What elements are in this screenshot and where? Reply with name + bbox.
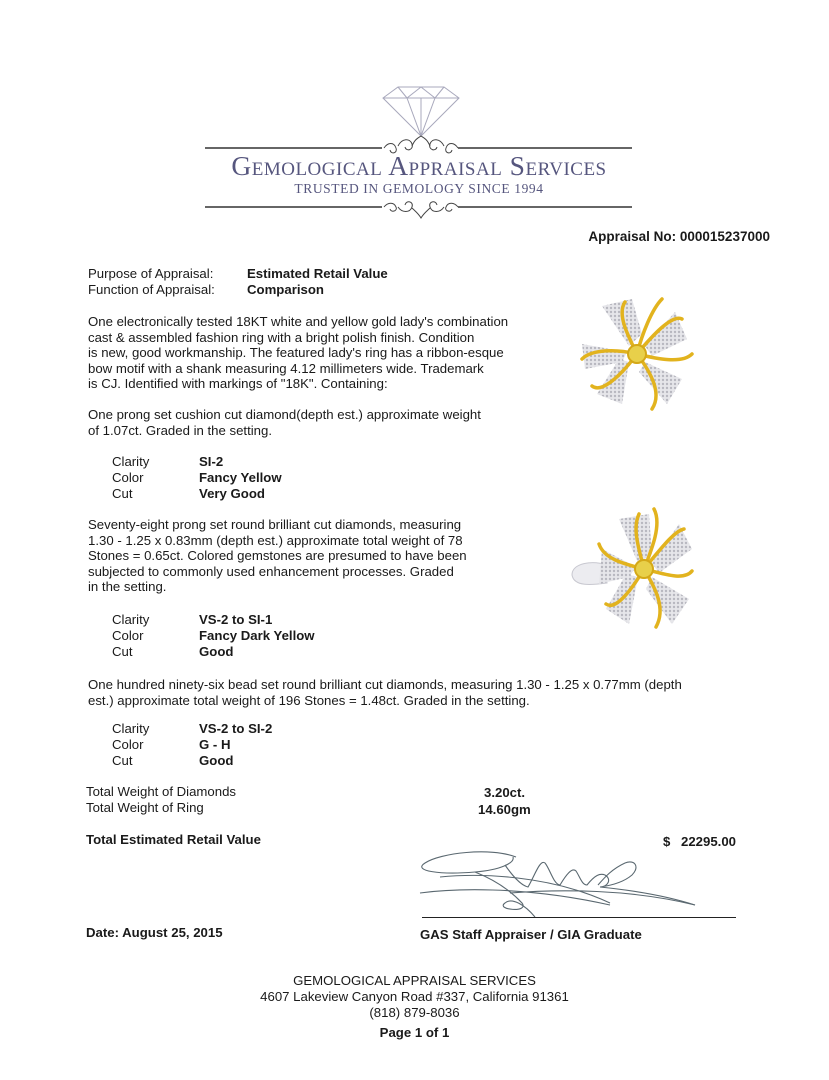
grade-value: Good (199, 753, 234, 768)
grade-value: Fancy Yellow (199, 470, 282, 485)
grade-label: Color (112, 628, 144, 643)
signature-line (422, 917, 736, 918)
grade-value: VS-2 to SI-1 (199, 612, 273, 627)
function-label: Function of Appraisal: (88, 282, 215, 297)
grade-label: Color (112, 470, 144, 485)
grade-label: Cut (112, 644, 133, 659)
grade-value: Good (199, 644, 234, 659)
total-ring-value: 14.60gm (478, 802, 531, 817)
grade-value: Fancy Dark Yellow (199, 628, 315, 643)
page-number: Page 1 of 1 (379, 1025, 450, 1040)
ring-description: One electronically tested 18KT white and yellow gold lady's combination cast & assembled fashion ring with a bright polish finish. Condition is new, good workmanship. The featured lady's ring has a ribbon-esque bow motif with a shank measuring 4.12 millimeters wide. Trademark is CJ. Identified with markings of "18K". Containing: (88, 314, 509, 391)
flourish-icon (384, 202, 458, 218)
stone-group-2-description: Seventy-eight prong set round brilliant cut diamonds, measuring 1.30 - 1.25 x 0.83mm (depth est.) approximate total weight of 78 Stones = 0.65ct. Colored gemstones are presumed to have been subjected to commonly used enhancement processes. Graded in the setting. (88, 517, 467, 594)
grade-label: Cut (112, 486, 133, 501)
diamond-icon (383, 87, 459, 136)
ring-photo-side-view (562, 505, 697, 640)
stone-group-3-description: One hundred ninety-six bead set round brilliant cut diamonds, measuring 1.30 - 1.25 x 0.77mm (depth est.) approximate total weight of 196 Stones = 1.48ct. Graded in the setting. (88, 677, 682, 708)
ring-photo-top-view (575, 292, 700, 417)
total-retail-label: Total Estimated Retail Value (86, 832, 261, 847)
total-ring-label: Total Weight of Ring (86, 800, 204, 815)
footer-address: 4607 Lakeview Canyon Road #337, California 91361 (260, 989, 569, 1004)
footer-phone: (818) 879-8036 (369, 1005, 460, 1020)
currency-symbol: $ (663, 834, 671, 849)
grade-label: Color (112, 737, 144, 752)
appraisal-number: Appraisal No: 000015237000 (588, 229, 770, 244)
footer-company: GEMOLOGICAL APPRAISAL SERVICES (293, 973, 536, 988)
total-retail-value: 22295.00 (681, 834, 737, 849)
stone-group-1-description: One prong set cushion cut diamond(depth est.) approximate weight of 1.07ct. Graded in the setting. (88, 407, 481, 438)
total-diamonds-label: Total Weight of Diamonds (86, 784, 237, 799)
purpose-label: Purpose of Appraisal: (88, 266, 214, 281)
grade-value: SI-2 (199, 454, 224, 469)
company-tagline: TRUSTED IN GEMOLOGY SINCE 1994 (294, 181, 544, 196)
appraiser-title: GAS Staff Appraiser / GIA Graduate (420, 927, 642, 942)
grade-label: Clarity (112, 454, 150, 469)
function-value: Comparison (247, 282, 324, 297)
company-name: Gemological Appraisal Services (231, 150, 607, 181)
grade-label: Clarity (112, 612, 150, 627)
grade-value: Very Good (199, 486, 265, 501)
grade-label: Clarity (112, 721, 150, 736)
signature-icon (400, 845, 760, 925)
total-diamonds-value: 3.20ct. (484, 785, 526, 800)
grade-value: VS-2 to SI-2 (199, 721, 273, 736)
grade-label: Cut (112, 753, 133, 768)
grade-value: G - H (199, 737, 231, 752)
appraisal-date: Date: August 25, 2015 (86, 925, 223, 940)
purpose-value: Estimated Retail Value (247, 266, 388, 281)
